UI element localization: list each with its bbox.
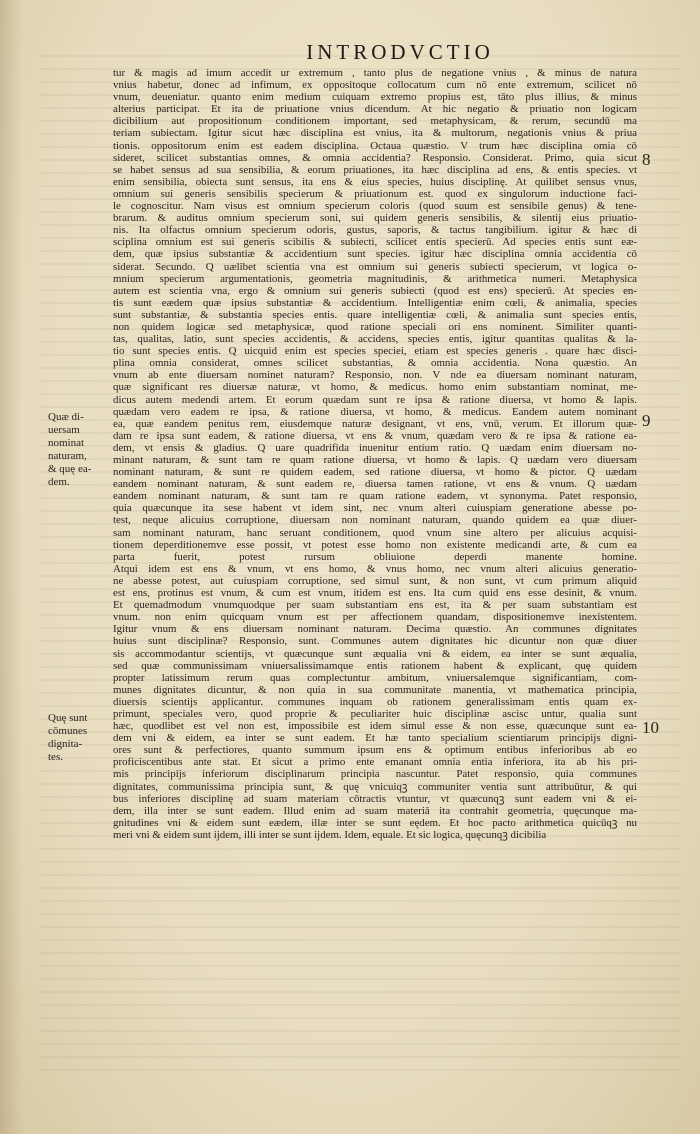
text-line: meri vni & eidem sunt ijdem, illi inter se sunt ijdem. Idem, equale. Et sic logica, quęcunqꝫ dicibilia <box>113 828 547 841</box>
text-line: dem, vt ensis & gladius. Q uare quadrifida inuenitur entium ratio. Q uædam enim diuersam no- <box>113 441 637 454</box>
text-line: Atqui idem est ens & vnum, vt ens homo, & vnus homo, nec vnum alteri alicuius generatio- <box>113 562 637 575</box>
text-line: dignitates, communissima principia sunt, & quę vnicuiqꝫ communiter ventia sunt attribuūtur, & qui <box>113 780 637 793</box>
text-line: ne abesse potest, aut cuiuspiam corruptione, sed simul sunt, & non sunt, vt cum primum aliquid <box>113 574 637 587</box>
text-line: enim sensibilia, obiecta sunt sensus, ita ens & eius species, huius disciplinę. At quilibet sensus vnus, <box>113 175 637 188</box>
text-line: autem est scientia vna, ergo & omnium sui generis subiecti (quod est ens) specierū. At species en- <box>113 284 637 297</box>
question-number-8: 8 <box>642 150 651 169</box>
text-line: test, neque alicuius corruptione, diuersam non nominant naturam, quando quidem ea quæ diuer- <box>113 514 637 527</box>
text-line: proficiscentibus ante stat. Et sicut a primo ente emanant omnia entia inferiora, ita ab his pri- <box>113 756 637 769</box>
text-line: mnium specierum argumentationis, geometria magnitudinis, & arithmetica numeri. Metaphysica <box>113 272 637 285</box>
text-line: plina omnia considerat, omnes scilicet substantias, & omnia accidentia. Nona quæstio. An <box>113 357 637 370</box>
text-line: siderat. Secundo. Q uælibet scientia vna est omnium sui generis subiecti specierum, vt logica o- <box>113 260 637 273</box>
text-line: gnitudines vni & eidem sunt eædem, illæ inter se sunt eędem. Et hoc pacto arithmetica quicūqꝫ nu <box>113 816 637 829</box>
text-line: quia quæcunque ita sese habent vt idem sint, nec vnum alteri cuiuspiam generatione abesse po- <box>113 502 637 515</box>
text-line: sideret, scilicet substantias omnes, & omnia accidentia? Responsio. Considerat. Primo, quia sicut <box>113 151 637 164</box>
text-line: est ens, protinus est vnum, & cum est vnum, itidem est ens. Ita cum quid ens esse desinit, & vnum. <box>113 587 637 600</box>
text-line: quædam vero eadem re ipsa, & ratione diuersa, vt homo, & medicus. Eandem autem nominant <box>113 405 637 418</box>
text-line: minant naturam, & sunt tam re quam ratione diuersa, vt homo & lapis. Q uædam vero diuersam <box>113 454 637 466</box>
text-line: vnum ab ente diuersam nominet naturam? Responsio, non. V nde ea diuersam nominant naturam, <box>113 369 637 382</box>
text-line: dem vni & eidem, ea inter se sunt eadem. Et hæ tanto specialium scientiarum principijs digni- <box>113 732 637 745</box>
text-line: ea, quæ eandem penitus rem, eiusdemque naturæ designant, vt ens, vnū, verum. Et illorum quæ- <box>113 417 637 430</box>
text-line: eandem nominant naturam, & sunt eadem re, diuersa tamen ratione, vt ens & vnum. Q uædam <box>113 478 637 491</box>
text-line: dicibilium aut propositionum conditionem important, sed metaphysicam, & rerum, secundū ma <box>113 115 637 128</box>
text-line: omnium sui generis sensibilis specierum & priuationum est. quod ex singulorum inductione faci- <box>113 187 637 200</box>
text-line: huius sunt disciplinæ? Responsio, sunt. Communes autem dignitates hic dicuntur non quæ diuer <box>113 635 637 648</box>
text-line: non quidem logicæ sed metaphysicæ, quod ratione speciali ori ens nominent. Similiter quanti- <box>113 320 637 333</box>
text-line: dem, illa inter se sunt eadem. Illud enim ad suam materiā ita contrahit geometria, quęcunque ma- <box>113 804 637 817</box>
text-line: bus inferiores disciplinę ad suam materiam cōtractis vtuntur, vt quæcunqꝫ sunt eadem vni & ei- <box>113 792 637 805</box>
text-line: primunt, speciales vero, quod proprie & peculiariter huic disciplinæ ascisc untur, qualia sunt <box>113 707 637 720</box>
text-line: dam re ipsa sunt eadem, & ratione diuersa, vt ens & vnum, quædam vero & re ipsa & ratione ea- <box>113 429 637 442</box>
text-line: tio sunt species entis. Q uicquid enim est species speciei, etiam est species generis . quare hæc disci- <box>113 345 637 358</box>
text-line: eandem nominant naturam, & sunt tam re quam ratione eadem, vt synonyma. Patet responsio, <box>113 490 637 503</box>
page-gutter-shadow <box>0 0 22 1134</box>
body-text <box>113 67 637 841</box>
question-number-9: 9 <box>642 411 651 430</box>
text-line: sam nominant naturam, hanc seruant conditionem, quod vnum sine altero per alicuius acquisi- <box>113 526 637 539</box>
text-line: le cognoscitur. Nam visus est omnium specierum coloris (quod suum est sensibile genus) & tene- <box>113 200 637 213</box>
text-line: dicus autem medendi artem. Et eorum quædam sunt re ipsa & ratione diuersa, vt homo & lapis. <box>113 393 637 406</box>
text-line: munes dignitates dicuntur, & non quia in sua communitate manentia, vt mathematica principia, <box>113 683 637 696</box>
text-line: tionis. oppositorum enim est eadem disciplina. Octaua quæstio. V trum hæc disciplina omia cō <box>113 139 637 152</box>
text-line: se habet sensus ad sua sensibilia, & eorum priuationes, ita hæc disciplina ad ens, & entis species. vt <box>113 163 637 176</box>
text-line: sciplina omnium est sui generis scibilis & subiecti, scilicet entis specierū. Ad species entis sunt eæ- <box>113 236 637 249</box>
text-line: sed quæ communissimam vniuersalissimamque entis rationem habent & explicant, quę quidem <box>113 659 637 672</box>
text-line: brarum. & auditus omnium specierum soni, sui quidem generis sensibilis, & silentij eius priuatio- <box>113 212 637 225</box>
text-line: vnius habetur, donec ad infimum, ex oppositoque collocatum cum nō ente extremum, scilicet nō <box>113 79 637 92</box>
question-number-10: 10 <box>642 718 659 737</box>
text-line: alterius participat. Et ita de priuatione vnius dicendum. At hic negatio & priuatio non logicam <box>113 103 637 116</box>
margin-note-diversam-naturam: Quæ di- uersam nominat naturam, & quę ea- dem. <box>48 411 92 488</box>
text-line: Igitur vnum & ens diuersam nominant naturam. Decima quæstio. An communes dignitates <box>113 623 637 636</box>
text-line: sis accommodantur scientijs, vt quæcunque sunt æqualia vni & eidem, ea inter se sunt æqualia, <box>113 647 637 660</box>
text-line: diuersis scientijs applicantur. communes inquam ob rationem generalissimam entis quam ex- <box>113 695 637 708</box>
text-line: nominant naturam, & sunt re quidem eadem, sed ratione diuersa, vt homo & pictor. Q uædam <box>113 466 637 479</box>
text-line: nis. Ita olfactus omnium specierum odoris, gustus, saporis, & tactus tangibilium. igitur & hæc di <box>113 224 637 237</box>
text-line: vnum. non enim quicquam vnum est per affectionem quandam, dispositionemve inexistentem. <box>113 611 637 624</box>
text-line: Et quemadmodum vnumquodque per suam substantiam ens est, ita & per suam substantiam est <box>113 599 637 612</box>
text-line: vnum, deueniatur. quanto enim medium cuiquam extremo propius est, tāto plus illius, & minus <box>113 91 637 104</box>
text-line: tionem deperditionemve esse possit, vt potest esse homo non existente medicandi arte, & cum ea <box>113 538 637 551</box>
text-line: propter latissimum rerum quas complectuntur ambitum, vniuersalemque significantiam, com- <box>113 671 637 684</box>
running-head: INTRODVCTIO <box>306 40 494 64</box>
text-line: ores sunt & perfectiores, quanto summum ipsum ens & optimum entibus inferioribus ab eo <box>113 744 637 757</box>
text-line: tas, qualitas, latio, sunt species accidentis, & accidens, species entis, igitur quantitas qualitas & la- <box>113 333 637 346</box>
text-line: parta fuerit, potest rursum obliuione deperdi manente homine. <box>113 550 637 563</box>
text-line: tis sunt eædem quæ ipsius substantiæ & accidentium. Intelligentiæ enim cœli, & animalia, species <box>113 296 637 309</box>
text-line: mis principijs inferiorum disciplinarum principia nascuntur. Patet responsio, quia communes <box>113 768 637 781</box>
text-line: quæ significant res diuersæ naturæ, vt homo, & medicus. homo enim substantiam nominat, me- <box>113 381 637 394</box>
text-line: tur & magis ad imum accedit ur extremum , tanto plus de negatione vnius , & minus de natura <box>113 67 637 79</box>
text-line: hæc, quodlibet est vel non est, impossibile est idem simul esse & non esse, quæcunque sunt ea- <box>113 720 637 733</box>
text-line: sunt substantiæ, & substantia species entis. quare intelligentiæ cœli, & animalia sunt species entis, <box>113 308 637 321</box>
margin-note-communes-dignitates: Quę sunt cōmunes dignita- tes. <box>48 712 88 763</box>
text-line: dem, quæ ipsius substantiæ & accidentium sunt species. igitur hæc disciplina omnia accidentia cō <box>113 248 637 261</box>
text-line: teriam subiectam. Igitur sicut hæc disciplina est vnius, ita & multorum, negationis vnius & priua <box>113 127 637 140</box>
